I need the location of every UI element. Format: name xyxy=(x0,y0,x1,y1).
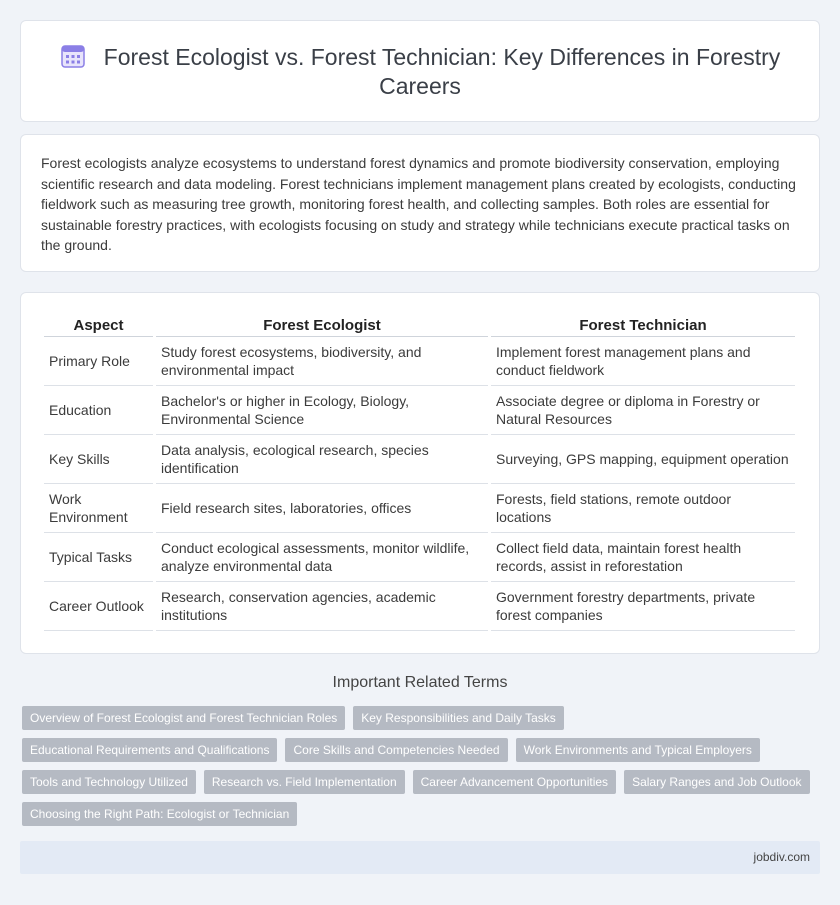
cell-technician: Implement forest management plans and conduct fieldwork xyxy=(491,337,795,386)
related-term-tag[interactable]: Work Environments and Typical Employers xyxy=(516,738,760,762)
cell-ecologist: Study forest ecosystems, biodiversity, and environmental impact xyxy=(156,337,488,386)
cell-aspect: Work Environment xyxy=(44,484,153,533)
cell-technician: Collect field data, maintain forest health records, assist in reforestation xyxy=(491,533,795,582)
cell-ecologist: Data analysis, ecological research, species identification xyxy=(156,435,488,484)
header-aspect: Aspect xyxy=(44,315,153,337)
page-title: Forest Ecologist vs. Forest Technician: Key Differences in Forestry Careers xyxy=(103,44,781,99)
page-title-wrap xyxy=(51,43,789,101)
table-row xyxy=(44,582,795,631)
table-header-row xyxy=(44,315,795,337)
table-row xyxy=(44,533,795,582)
cell-technician: Associate degree or diploma in Forestry or Natural Resources xyxy=(491,386,795,435)
related-term-tag[interactable]: Tools and Technology Utilized xyxy=(22,770,196,794)
related-term-tag[interactable]: Key Responsibilities and Daily Tasks xyxy=(353,706,564,730)
related-terms-title: Important Related Terms xyxy=(332,674,508,691)
cell-aspect: Key Skills xyxy=(44,435,153,484)
header-technician: Forest Technician xyxy=(491,315,795,337)
table-row xyxy=(44,386,795,435)
cell-technician: Surveying, GPS mapping, equipment operation xyxy=(491,435,795,484)
footer-site-link[interactable]: jobdiv.com xyxy=(753,850,810,864)
table-row xyxy=(44,337,795,386)
cell-technician: Government forestry departments, private forest companies xyxy=(491,582,795,631)
intro-card xyxy=(20,134,820,272)
header-ecologist: Forest Ecologist xyxy=(156,315,488,337)
table-row xyxy=(44,484,795,533)
header-card xyxy=(20,20,820,122)
table-row xyxy=(44,435,795,484)
cell-aspect: Education xyxy=(44,386,153,435)
related-term-tag[interactable]: Choosing the Right Path: Ecologist or Technician xyxy=(22,802,297,826)
related-term-tag[interactable]: Career Advancement Opportunities xyxy=(413,770,616,794)
comparison-table xyxy=(41,315,798,631)
cell-aspect: Primary Role xyxy=(44,337,153,386)
cell-ecologist: Conduct ecological assessments, monitor wildlife, analyze environmental data xyxy=(156,533,488,582)
related-term-tag[interactable]: Overview of Forest Ecologist and Forest Technician Roles xyxy=(22,706,345,730)
related-term-tag[interactable]: Educational Requirements and Qualifications xyxy=(22,738,277,762)
related-term-tag[interactable]: Research vs. Field Implementation xyxy=(204,770,405,794)
cell-technician: Forests, field stations, remote outdoor locations xyxy=(491,484,795,533)
related-term-tag[interactable]: Salary Ranges and Job Outlook xyxy=(624,770,809,794)
comparison-card xyxy=(20,292,820,654)
cell-ecologist: Bachelor's or higher in Ecology, Biology, Environmental Science xyxy=(156,386,488,435)
tag-row xyxy=(22,770,822,794)
tag-row xyxy=(22,738,822,762)
related-terms-list xyxy=(22,706,822,834)
cell-aspect: Career Outlook xyxy=(44,582,153,631)
cell-ecologist: Field research sites, laboratories, offices xyxy=(156,484,488,533)
tag-row xyxy=(22,706,822,730)
footer-bar xyxy=(20,841,820,874)
cell-aspect: Typical Tasks xyxy=(44,533,153,582)
related-term-tag[interactable]: Core Skills and Competencies Needed xyxy=(285,738,507,762)
cell-ecologist: Research, conservation agencies, academic institutions xyxy=(156,582,488,631)
calendar-icon xyxy=(60,43,86,69)
tag-row xyxy=(22,802,822,826)
intro-paragraph: Forest ecologists analyze ecosystems to understand forest dynamics and promote biodiversity conservation, employing scientific research and data modeling. Forest technicians implement management plans created by ecologists, conducting fieldwork such as measuring tree growth, monitoring forest health, and collecting samples. Both roles are essential for sustainable forestry practices, with ecologists focusing on study and strategy while technicians execute practical tasks on the ground. xyxy=(41,155,796,253)
